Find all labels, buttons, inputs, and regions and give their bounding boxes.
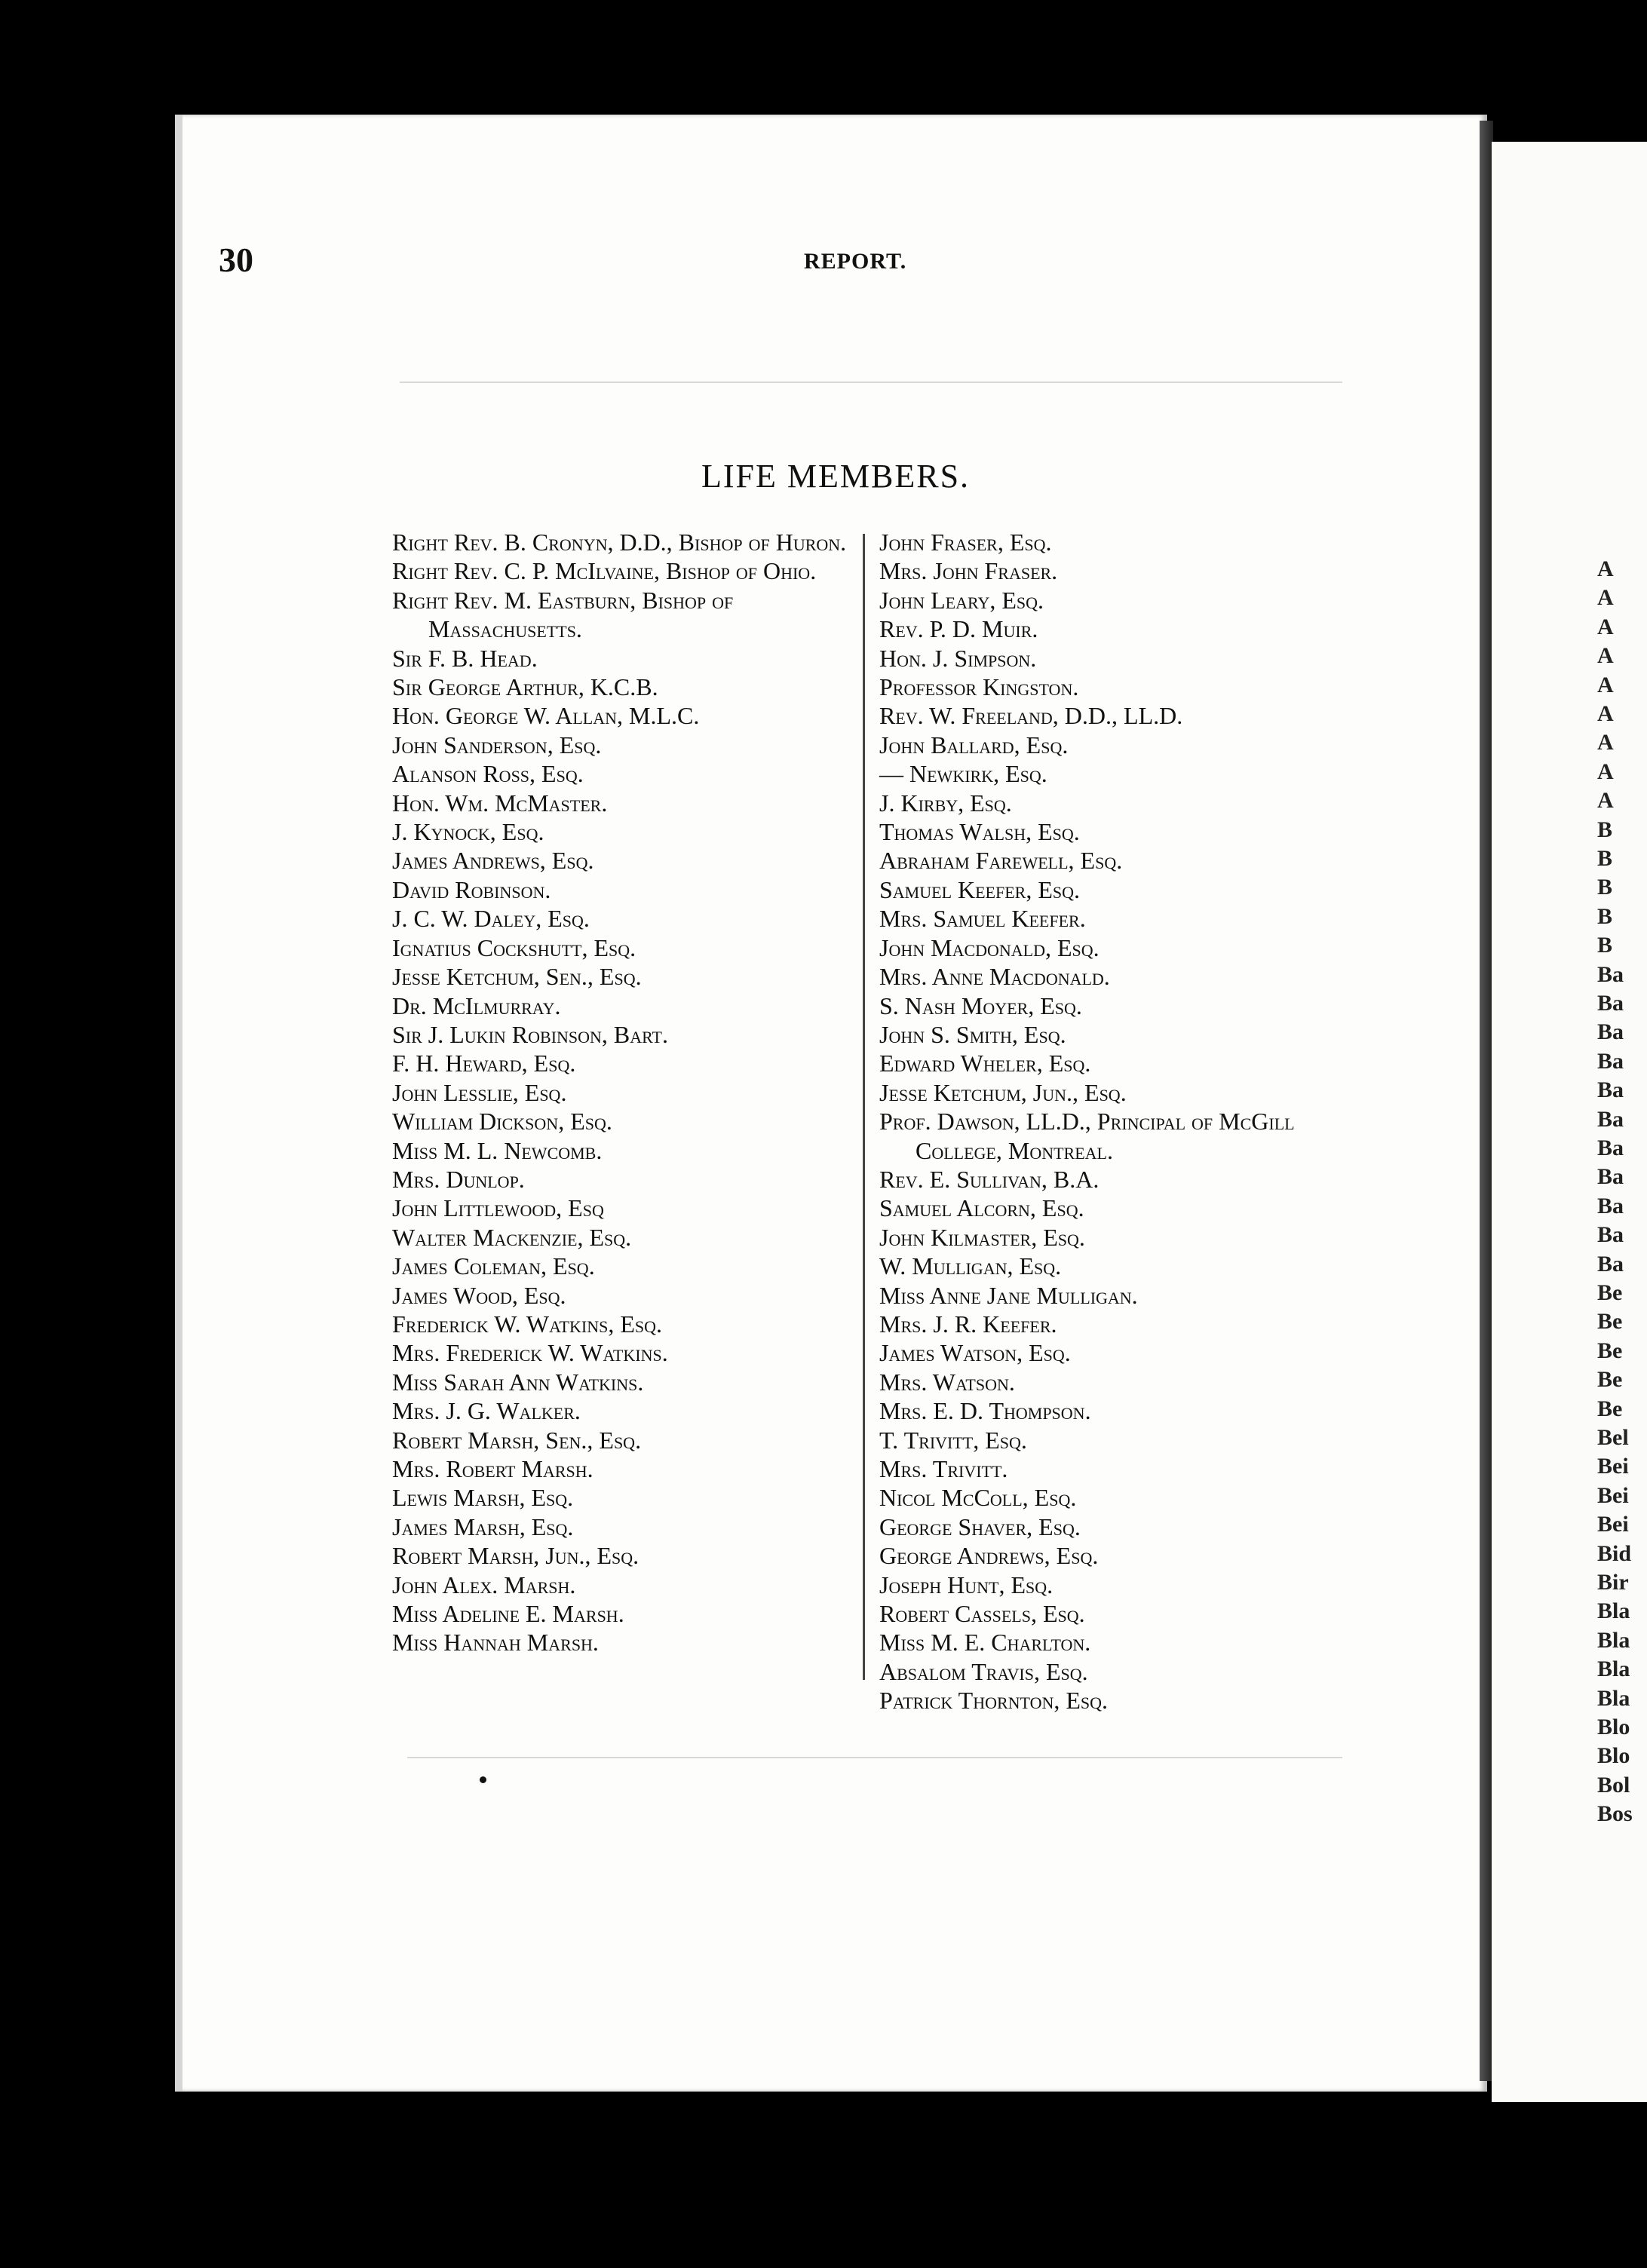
member-entry: Miss Anne Jane Mulligan. bbox=[879, 1281, 1138, 1309]
adjacent-page-text: Ba bbox=[1597, 1019, 1624, 1045]
member-entry: Robert Marsh, Sen., Esq. bbox=[392, 1426, 642, 1454]
member-entry: Sir J. Lukin Robinson, Bart. bbox=[392, 1020, 668, 1048]
member-entry: Mrs. J. R. Keefer. bbox=[879, 1310, 1057, 1338]
adjacent-page-text: B bbox=[1597, 817, 1613, 842]
adjacent-page-text: Bla bbox=[1597, 1627, 1630, 1653]
adjacent-page-text: Bei bbox=[1597, 1482, 1629, 1508]
member-entry: Mrs. Dunlop. bbox=[392, 1165, 525, 1193]
member-entry: Mrs. Frederick W. Watkins. bbox=[392, 1339, 668, 1367]
adjacent-page-text: Bei bbox=[1597, 1454, 1629, 1479]
member-entry: J. Kirby, Esq. bbox=[879, 789, 1012, 817]
member-entry: William Dickson, Esq. bbox=[392, 1108, 612, 1136]
adjacent-page-text: A bbox=[1597, 701, 1614, 726]
member-entry: John Littlewood, Esq bbox=[392, 1194, 604, 1222]
adjacent-page-text: B bbox=[1597, 846, 1613, 871]
member-entry: Mrs. E. D. Thompson. bbox=[879, 1397, 1091, 1425]
member-entry: John Leary, Esq. bbox=[879, 586, 1044, 614]
adjacent-page-text: Be bbox=[1597, 1367, 1623, 1393]
adjacent-page-text: Ba bbox=[1597, 1136, 1624, 1160]
column-divider bbox=[863, 534, 865, 1680]
member-entry: Miss M. L. Newcomb. bbox=[392, 1136, 603, 1164]
adjacent-page-text: A bbox=[1597, 788, 1614, 814]
adjacent-page-text: Be bbox=[1597, 1338, 1623, 1363]
member-entry: David Robinson. bbox=[392, 875, 551, 903]
member-entry: Mrs. Robert Marsh. bbox=[392, 1455, 593, 1482]
page-number: 30 bbox=[219, 241, 253, 279]
member-entry: Right Rev. M. Eastburn, Bishop of Massachusetts. bbox=[392, 586, 734, 643]
member-entry: J. C. W. Daley, Esq. bbox=[392, 905, 590, 933]
adjacent-page-text: Bol bbox=[1597, 1772, 1630, 1798]
adjacent-page-text: Bla bbox=[1597, 1657, 1630, 1682]
member-entry: Walter Mackenzie, Esq. bbox=[392, 1223, 632, 1251]
member-entry: Rev. W. Freeland, D.D., LL.D. bbox=[879, 702, 1183, 730]
adjacent-page-text: Ba bbox=[1597, 1106, 1624, 1132]
member-entry: Mrs. John Fraser. bbox=[879, 557, 1058, 585]
adjacent-page-text: Ba bbox=[1597, 1164, 1624, 1190]
adjacent-page-text: A bbox=[1597, 614, 1614, 639]
member-entry: F. H. Heward, Esq. bbox=[392, 1050, 576, 1077]
member-entry: John S. Smith, Esq. bbox=[879, 1020, 1066, 1048]
member-entry: Mrs. Watson. bbox=[879, 1368, 1015, 1396]
member-entry: Thomas Walsh, Esq. bbox=[879, 818, 1080, 846]
member-entry: Mrs. Trivitt. bbox=[879, 1455, 1008, 1482]
member-entry: Mrs. Anne Macdonald. bbox=[879, 963, 1110, 991]
member-entry: Mrs. J. G. Walker. bbox=[392, 1397, 581, 1425]
adjacent-page-text: B bbox=[1597, 933, 1613, 958]
adjacent-page-text: Be bbox=[1597, 1309, 1623, 1335]
adjacent-page-text: Bel bbox=[1597, 1425, 1629, 1450]
member-entry: Alanson Ross, Esq. bbox=[392, 760, 584, 788]
member-entry: John Fraser, Esq. bbox=[879, 529, 1052, 556]
member-entry: Miss Hannah Marsh. bbox=[392, 1629, 599, 1657]
adjacent-page-text: Bos bbox=[1597, 1801, 1633, 1827]
member-entry: Jesse Ketchum, Sen., Esq. bbox=[392, 963, 642, 991]
member-entry: John Sanderson, Esq. bbox=[392, 731, 602, 759]
adjacent-page-text: A bbox=[1597, 556, 1614, 581]
members-column-right bbox=[879, 528, 1347, 1715]
member-entry: T. Trivitt, Esq. bbox=[879, 1426, 1027, 1454]
adjacent-page-text: Ba bbox=[1597, 1048, 1624, 1074]
member-entry: Abraham Farewell, Esq. bbox=[879, 847, 1123, 875]
running-head: REPORT. bbox=[804, 249, 907, 274]
member-entry: Frederick W. Watkins, Esq. bbox=[392, 1310, 663, 1338]
show-through-rule bbox=[400, 382, 1342, 383]
member-entry: Miss M. E. Charlton. bbox=[879, 1629, 1091, 1657]
adjacent-page-text: Bir bbox=[1597, 1570, 1629, 1595]
adjacent-page-text: A bbox=[1597, 759, 1614, 784]
member-entry: Dr. McIlmurray. bbox=[392, 991, 561, 1019]
member-entry: John Macdonald, Esq. bbox=[879, 933, 1100, 961]
member-entry: W. Mulligan, Esq. bbox=[879, 1252, 1062, 1280]
adjacent-page-text: B bbox=[1597, 875, 1613, 900]
adjacent-page-text: Bid bbox=[1597, 1540, 1632, 1566]
adjacent-page-text: Ba bbox=[1597, 991, 1624, 1016]
member-entry: Sir F. B. Head. bbox=[392, 644, 538, 672]
adjacent-page-text: Bla bbox=[1597, 1598, 1630, 1624]
member-entry: George Andrews, Esq. bbox=[879, 1542, 1099, 1570]
member-entry: Hon. J. Simpson. bbox=[879, 644, 1037, 672]
adjacent-page-text: Be bbox=[1597, 1396, 1623, 1421]
adjacent-page-text: A bbox=[1597, 643, 1614, 669]
member-entry: Rev. E. Sullivan, B.A. bbox=[879, 1165, 1100, 1193]
member-entry: John Ballard, Esq. bbox=[879, 731, 1069, 759]
member-entry: — Newkirk, Esq. bbox=[879, 760, 1047, 788]
member-entry: Hon. Wm. McMaster. bbox=[392, 789, 608, 817]
show-through-rule bbox=[407, 1757, 1342, 1758]
member-entry: John Alex. Marsh. bbox=[392, 1571, 576, 1598]
member-entry: Absalom Travis, Esq. bbox=[879, 1657, 1088, 1685]
ink-dot bbox=[480, 1776, 486, 1783]
adjacent-page-text: Ba bbox=[1597, 1077, 1624, 1103]
member-entry: S. Nash Moyer, Esq. bbox=[879, 991, 1082, 1019]
members-column-left bbox=[392, 528, 860, 1657]
adjacent-page-text: Ba bbox=[1597, 961, 1624, 987]
member-entry: James Wood, Esq. bbox=[392, 1281, 566, 1309]
adjacent-page-text: A bbox=[1597, 672, 1614, 697]
adjacent-page bbox=[1492, 142, 1647, 2102]
member-entry: Prof. Dawson, LL.D., Principal of McGill College, Montreal. bbox=[879, 1108, 1295, 1164]
adjacent-page-text: Ba bbox=[1597, 1193, 1624, 1218]
member-entry: Rev. P. D. Muir. bbox=[879, 615, 1038, 643]
member-entry: Miss Adeline E. Marsh. bbox=[392, 1600, 624, 1628]
section-title: LIFE MEMBERS. bbox=[701, 458, 971, 495]
member-entry: Jesse Ketchum, Jun., Esq. bbox=[879, 1078, 1127, 1106]
member-entry: Right Rev. C. P. McIlvaine, Bishop of Ohio. bbox=[392, 557, 817, 585]
adjacent-page-text: Bla bbox=[1597, 1685, 1630, 1711]
member-entry: George Shaver, Esq. bbox=[879, 1513, 1081, 1540]
member-entry: Samuel Alcorn, Esq. bbox=[879, 1194, 1084, 1222]
member-entry: Mrs. Samuel Keefer. bbox=[879, 905, 1086, 933]
adjacent-page-text: B bbox=[1597, 903, 1613, 929]
member-entry: Samuel Keefer, Esq. bbox=[879, 875, 1081, 903]
member-entry: Patrick Thornton, Esq. bbox=[879, 1687, 1109, 1715]
member-entry: Ignatius Cockshutt, Esq. bbox=[392, 933, 636, 961]
member-entry: James Marsh, Esq. bbox=[392, 1513, 574, 1540]
member-entry: Miss Sarah Ann Watkins. bbox=[392, 1368, 644, 1396]
member-entry: Lewis Marsh, Esq. bbox=[392, 1484, 574, 1512]
adjacent-page-text: Ba bbox=[1597, 1222, 1624, 1248]
adjacent-page-text: A bbox=[1597, 585, 1614, 611]
adjacent-page-text: Ba bbox=[1597, 1251, 1624, 1277]
member-entry: Right Rev. B. Cronyn, D.D., Bishop of Huron. bbox=[392, 529, 847, 556]
member-entry: Robert Marsh, Jun., Esq. bbox=[392, 1542, 639, 1570]
member-entry: J. Kynock, Esq. bbox=[392, 818, 544, 846]
adjacent-page-text: A bbox=[1597, 730, 1614, 755]
member-entry: Hon. George W. Allan, M.L.C. bbox=[392, 702, 700, 730]
member-entry: James Andrews, Esq. bbox=[392, 847, 594, 875]
member-entry: Edward Wheler, Esq. bbox=[879, 1050, 1091, 1077]
member-entry: John Lesslie, Esq. bbox=[392, 1078, 567, 1106]
member-entry: Professor Kingston. bbox=[879, 673, 1079, 701]
adjacent-page-text: Be bbox=[1597, 1280, 1623, 1305]
adjacent-page-text: Blo bbox=[1597, 1715, 1630, 1739]
member-entry: Robert Cassels, Esq. bbox=[879, 1600, 1085, 1628]
member-entry: Sir George Arthur, K.C.B. bbox=[392, 673, 658, 701]
member-entry: Joseph Hunt, Esq. bbox=[879, 1571, 1054, 1598]
member-entry: James Coleman, Esq. bbox=[392, 1252, 595, 1280]
adjacent-page-text: Bei bbox=[1597, 1512, 1629, 1537]
member-entry: James Watson, Esq. bbox=[879, 1339, 1071, 1367]
adjacent-page-text: Blo bbox=[1597, 1743, 1630, 1769]
member-entry: Nicol McColl, Esq. bbox=[879, 1484, 1077, 1512]
member-entry: John Kilmaster, Esq. bbox=[879, 1223, 1085, 1251]
